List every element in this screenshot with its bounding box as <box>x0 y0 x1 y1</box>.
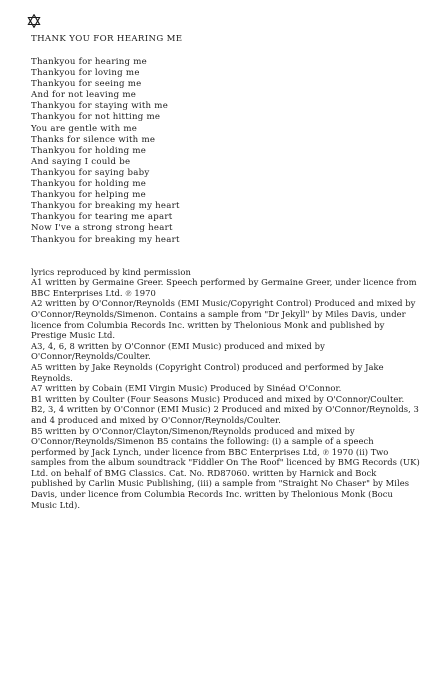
lyric-line: Thankyou for not hitting me <box>31 112 161 123</box>
credit-entry: A1 written by Germaine Greer. Speech performed by Germaine Greer, under licence from BBC Enterprises Ltd. ℗ 1970 <box>31 277 417 298</box>
credit-entry: A5 written by Jake Reynolds (Copyright Control) produced and performed by Jake Reynolds. <box>31 361 384 383</box>
lyric-line: Thanks for silence with me <box>31 134 156 145</box>
lyric-line: And saying I could be <box>31 156 131 167</box>
lyric-line: Thankyou for breaking my heart <box>31 234 180 245</box>
lyric-line: Thankyou for hearing me <box>31 57 147 67</box>
credits-block <box>31 267 421 511</box>
credit-entry: B5 written by O'Connor/Clayton/Simenon/Reynolds produced and mixed by O'Connor/Reynolds/Simenon B5 contains the following: (i) a sample of a speech performed by Jack Lynch, under licence from BBC Enterprises Ltd, ℗ 1970 (ii) Two samples from the album soundtrack "Fiddler On The Roof" licenced by BMG Records (UK) Ltd. on behalf of BMG Classics. Cat. No. RD87060. written by Harnick and Bock published by Carlin Music Publishing, (iii) a sample from "Straight No Chaser" by Miles Davis, under licence from Columbia Records Inc. written by Thelonious Monk (Bocu Music Ltd). <box>31 425 420 510</box>
star-of-david-icon <box>27 14 41 28</box>
lyric-line: You are gentle with me <box>31 123 138 134</box>
credit-entry: A7 written by Cobain (EMI Virgin Music) Produced by Sinéad O'Connor. <box>31 383 342 394</box>
credit-entry: A2 written by O'Connor/Reynolds (EMI Music/Copyright Control) Produced and mixed by O'Connor/Reynolds/Simenon. Contains a sample from "Dr Jekyll" by Miles Davis, under licence from Columbia Records Inc. written by Thelonious Monk and published by Prestige Music Ltd. <box>31 298 416 341</box>
lyric-line: Thankyou for helping me <box>31 190 146 201</box>
credit-entry: B2, 3, 4 written by O'Connor (EMI Music) 2 Produced and mixed by O'Connor/Reynolds, 3 and 4 produced and mixed by O'Connor/Reynolds/Coulter. <box>31 404 419 425</box>
lyric-line: Thankyou for holding me <box>31 145 147 156</box>
lyric-line: Thankyou for holding me <box>31 179 147 190</box>
lyric-line: Thankyou for loving me <box>31 68 140 79</box>
lyric-line: And for not leaving me <box>31 90 137 101</box>
lyric-line: Thankyou for breaking my heart <box>31 201 180 212</box>
lyric-line: Thankyou for saying baby <box>31 167 150 178</box>
lyrics-block <box>31 57 424 246</box>
song-title: THANK YOU FOR HEARING ME <box>31 34 183 44</box>
credit-entry: B1 written by Coulter (Four Seasons Music) Produced and mixed by O'Connor/Coulter. <box>31 393 405 404</box>
lyric-line: Thankyou for seeing me <box>31 79 142 90</box>
credit-entry: A3, 4, 6, 8 written by O'Connor (EMI Music) produced and mixed by O'Connor/Reynolds/Coulter. <box>31 340 325 362</box>
lyric-line: Thankyou for staying with me <box>31 101 169 112</box>
lyric-line: Now I've a strong strong heart <box>31 223 173 234</box>
lyric-line: Thankyou for tearing me apart <box>31 212 173 223</box>
credits-intro: lyrics reproduced by kind permission <box>31 266 191 277</box>
